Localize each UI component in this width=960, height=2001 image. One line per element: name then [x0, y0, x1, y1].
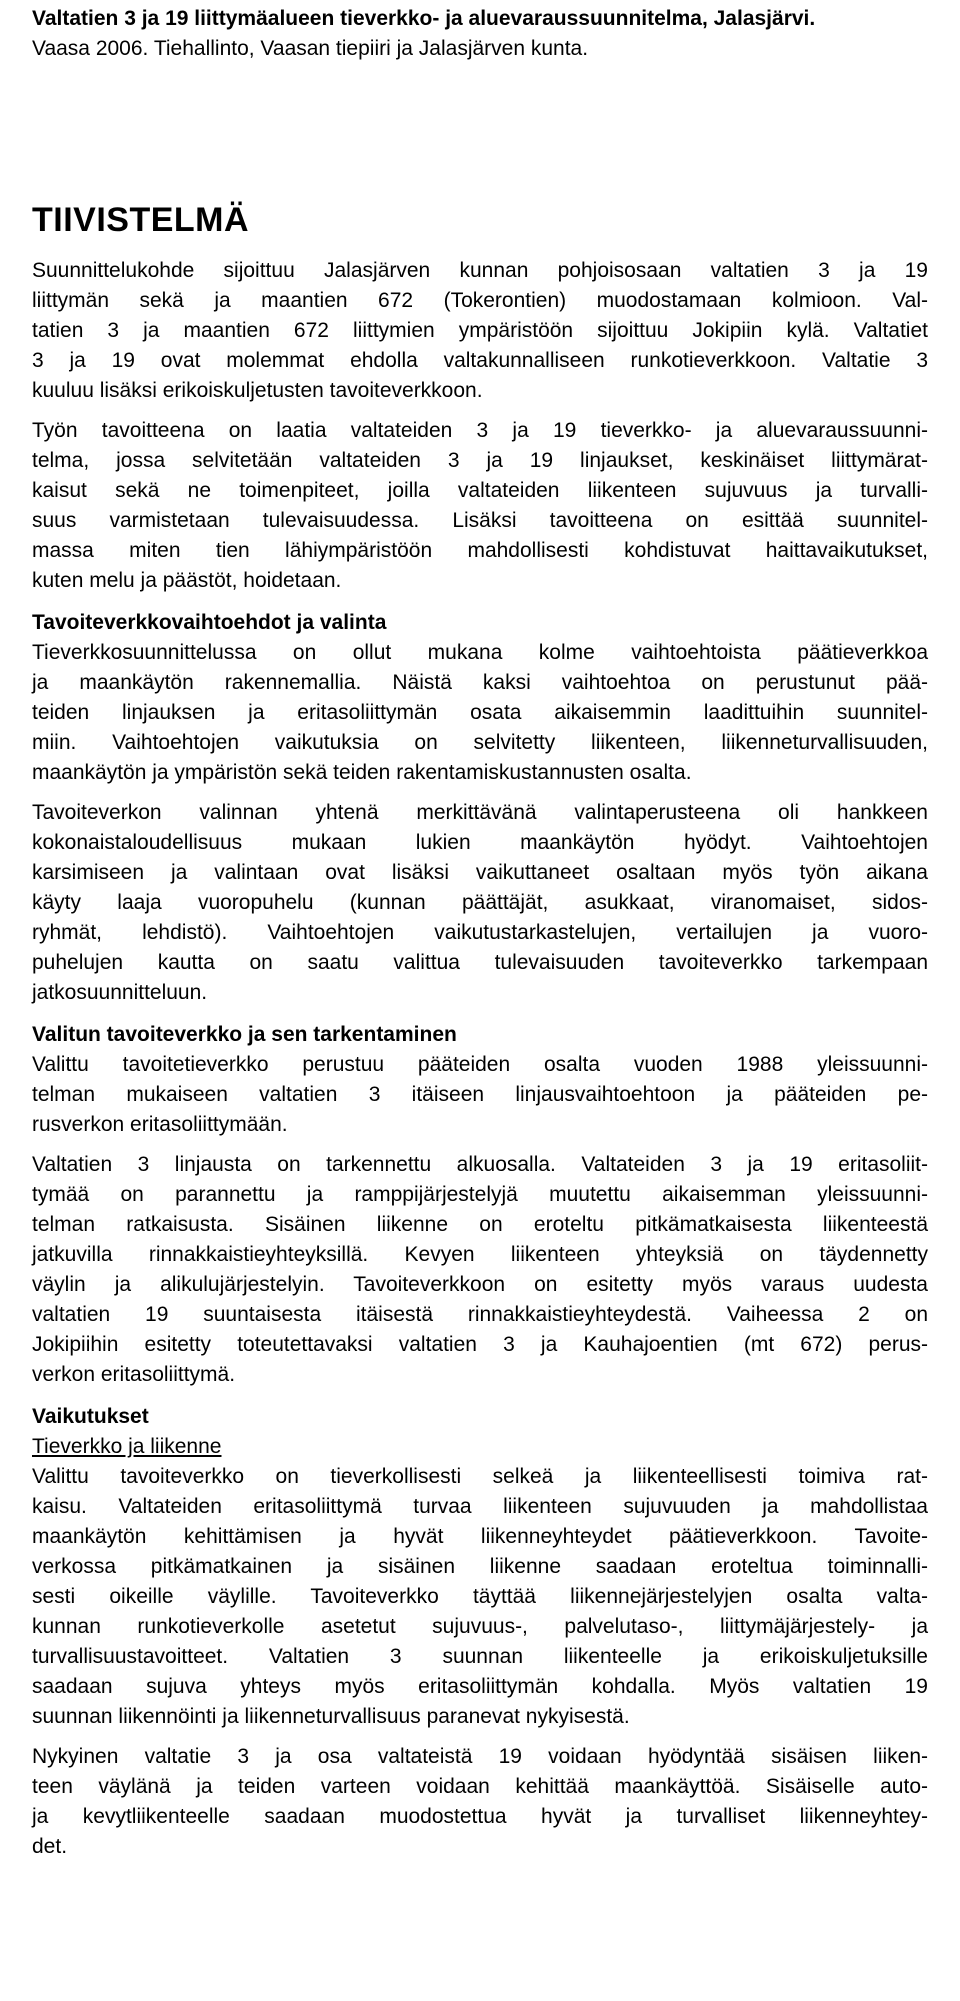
text-line: tatien 3 ja maantien 672 liittymien ympäristöön sijoittuu Jokipiin kylä. Valtatiet: [32, 319, 928, 342]
text-line: 3 ja 19 ovat molemmat ehdolla valtakunnalliseen runkotieverkkoon. Valtatie 3: [32, 349, 928, 372]
text-line: rusverkon eritasoliittymään.: [32, 1113, 288, 1136]
text-line: tymää on parannettu ja ramppijärjestelyjä muutettu aikaisemman yleissuunni-: [32, 1183, 928, 1206]
text-line: maankäytön kehittämisen ja hyvät liikenneyhteydet päätieverkkoon. Tavoite-: [32, 1525, 928, 1548]
section-heading-alternatives: Tavoiteverkkovaihtoehdot ja valinta: [32, 611, 387, 634]
text-line: Valittu tavoitetieverkko perustuu pääteiden osalta vuoden 1988 yleissuunni-: [32, 1053, 928, 1076]
text-line: massa miten tien lähiympäristöön mahdollisesti kohdistuvat haittavaikutukset,: [32, 539, 928, 562]
text-line: ryhmät, lehdistö). Vaihtoehtojen vaikutustarkastelujen, vertailujen ja vuoro-: [32, 921, 928, 944]
text-line: miin. Vaihtoehtojen vaikutuksia on selvitetty liikenteen, liikenneturvallisuuden,: [32, 731, 928, 754]
text-line: jatkosuunnitteluun.: [32, 981, 208, 1004]
section-heading-impacts: Vaikutukset: [32, 1405, 149, 1428]
section-heading-selected-network: Valitun tavoiteverkko ja sen tarkentaminen: [32, 1023, 457, 1046]
summary-body: [32, 256, 928, 1862]
text-line: kunnan runkotieverkolle asetetut sujuvuus-, palvelutaso-, liittymäjärjestely- ja: [32, 1615, 928, 1638]
summary-title: TIIVISTELMÄ: [32, 201, 250, 239]
report-citation-publisher: Vaasa 2006. Tiehallinto, Vaasan tiepiiri ja Jalasjärven kunta.: [32, 37, 589, 60]
text-line: maankäytön ja ympäristön sekä teiden rakentamiskustannusten osalta.: [32, 761, 692, 784]
text-line: käyty laaja vuoropuhelu (kunnan päättäjät, asukkaat, viranomaiset, sidos-: [32, 891, 928, 914]
selected-network-paragraph-1: [32, 1050, 928, 1140]
alternatives-paragraph-2: [32, 798, 928, 1008]
text-line: kuuluu lisäksi erikoiskuljetusten tavoiteverkkoon.: [32, 379, 483, 402]
report-header: [32, 4, 928, 64]
text-line: kaisu. Valtateiden eritasoliittymä turvaa liikenteen sujuvuuden ja mahdollistaa: [32, 1495, 928, 1518]
text-line: valtatien 19 suuntaisesta itäisestä rinnakkaistieyhteydestä. Vaiheessa 2 on: [32, 1303, 928, 1326]
selected-network-paragraph-2: [32, 1150, 928, 1390]
text-line: saadaan sujuva yhteys myös eritasoliittymän kohdalla. Myös valtatien 19: [32, 1675, 928, 1698]
intro-paragraph-1: [32, 256, 928, 406]
text-line: ja kevytliikenteelle saadaan muodostettua hyvät ja turvalliset liikenneyhtey-: [32, 1805, 928, 1828]
text-line: kuten melu ja päästöt, hoidetaan.: [32, 569, 342, 592]
text-line: karsimiseen ja valintaan ovat lisäksi vaikuttaneet osaltaan myös työn aikana: [32, 861, 928, 884]
text-line: teen väylänä ja teiden varteen voidaan kehittää maankäyttöä. Sisäiselle auto-: [32, 1775, 928, 1798]
text-line: ja maankäytön rakennemallia. Näistä kaksi vaihtoehtoa on perustunut pää-: [32, 671, 928, 694]
text-line: det.: [32, 1835, 68, 1858]
text-line: Suunnittelukohde sijoittuu Jalasjärven kunnan pohjoisosaan valtatien 3 ja 19: [32, 259, 928, 282]
text-line: jatkuvilla rinnakkaistieyhteyksillä. Kevyen liikenteen yhteyksiä on täydennetty: [32, 1243, 928, 1266]
text-line: telman mukaiseen valtatien 3 itäiseen linjausvaihtoehtoon ja pääteiden pe-: [32, 1083, 928, 1106]
text-line: telman ratkaisusta. Sisäinen liikenne on eroteltu pitkämatkaisesta liikenteestä: [32, 1213, 928, 1236]
intro-paragraph-2: [32, 416, 928, 596]
text-line: Tieverkkosuunnittelussa on ollut mukana kolme vaihtoehtoista päätieverkkoa: [32, 641, 928, 664]
text-line: kaisut sekä ne toimenpiteet, joilla valtateiden liikenteen sujuvuus ja turvalli-: [32, 479, 928, 502]
text-line: puhelujen kautta on saatu valittua tulevaisuuden tavoiteverkko tarkempaan: [32, 951, 928, 974]
report-citation-title: Valtatien 3 ja 19 liittymäalueen tieverkko- ja aluevaraussuunnitelma, Jalasjärvi.: [32, 7, 816, 30]
impacts-paragraph-2: [32, 1742, 928, 1862]
text-line: Valittu tavoiteverkko on tieverkollisesti selkeä ja liikenteellisesti toimiva rat-: [32, 1465, 928, 1488]
text-line: Työn tavoitteena on laatia valtateiden 3 ja 19 tieverkko- ja aluevaraussuunni-: [32, 419, 928, 442]
text-line: teiden linjauksen ja eritasoliittymän osata aikaisemmin laadittuihin suunnitel-: [32, 701, 928, 724]
text-line: Nykyinen valtatie 3 ja osa valtateistä 19 voidaan hyödyntää sisäisen liiken-: [32, 1745, 928, 1768]
text-line: väylin ja alikulujärjestelyin. Tavoiteverkkoon on esitetty myös varaus uudesta: [32, 1273, 928, 1296]
alternatives-paragraph-1: [32, 638, 928, 788]
text-line: verkossa pitkämatkainen ja sisäinen liikenne saadaan eroteltua toiminnalli-: [32, 1555, 928, 1578]
text-line: Valtatien 3 linjausta on tarkennettu alkuosalla. Valtateiden 3 ja 19 eritasoliit-: [32, 1153, 928, 1176]
text-line: suunnan liikennöinti ja liikenneturvallisuus paranevat nykyisestä.: [32, 1705, 630, 1728]
impacts-paragraph-1: [32, 1462, 928, 1732]
text-line: turvallisuustavoitteet. Valtatien 3 suunnan liikenteelle ja erikoiskuljetuksille: [32, 1645, 928, 1668]
text-line: sesti oikeille väylille. Tavoiteverkko täyttää liikennejärjestelyjen osalta valta-: [32, 1585, 928, 1608]
text-line: kokonaistaloudellisuus mukaan lukien maankäytön hyödyt. Vaihtoehtojen: [32, 831, 928, 854]
text-line: liittymän sekä ja maantien 672 (Tokerontien) muodostamaan kolmioon. Val-: [32, 289, 928, 312]
text-line: telma, jossa selvitetään valtateiden 3 ja 19 linjaukset, keskinäiset liittymärat-: [32, 449, 928, 472]
text-line: verkon eritasoliittymä.: [32, 1363, 236, 1386]
subheading-road-network-traffic: Tieverkko ja liikenne: [32, 1435, 222, 1458]
text-line: Jokipiihin esitetty toteutettavaksi valtatien 3 ja Kauhajoentien (mt 672) perus-: [32, 1333, 928, 1356]
text-line: Tavoiteverkon valinnan yhtenä merkittävänä valintaperusteena oli hankkeen: [32, 801, 928, 824]
text-line: suus varmistetaan tulevaisuudessa. Lisäksi tavoitteena on esittää suunnitel-: [32, 509, 928, 532]
